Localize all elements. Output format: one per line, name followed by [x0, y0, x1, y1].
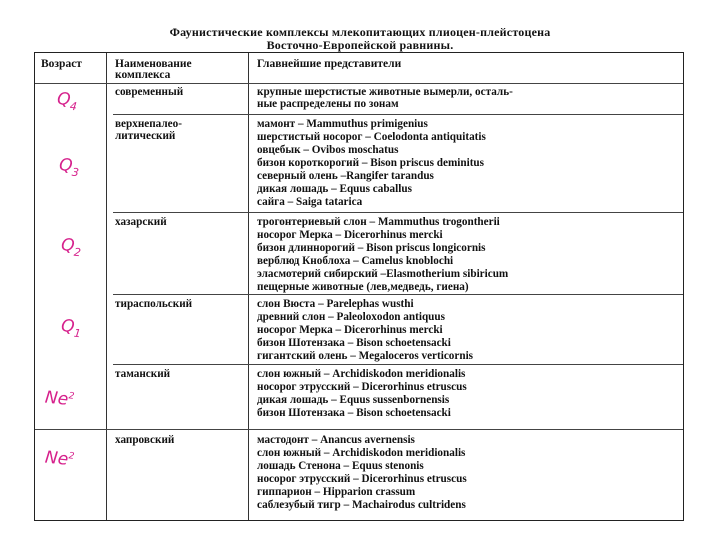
rep-line: бизон Шотензака – Bison schoetensacki [257, 337, 451, 349]
rep-line: эласмотерий сибирский –Elasmotherium sibiricum [257, 268, 509, 280]
rep-line: шерстистый носорог – Coelodonta antiquitatis [257, 131, 486, 143]
complex-name: хапровский [115, 434, 175, 446]
document-title-line1: Фаунистические комплексы млекопитающих плиоцен-плейстоцена [169, 25, 551, 39]
rep-line: бизон длиннорогий – Bison priscus longicornis [257, 242, 486, 254]
rep-line: ные распределены по зонам [257, 98, 399, 110]
header-divider [35, 83, 683, 84]
rep-line: северный олень –Rangifer tarandus [257, 170, 434, 182]
row-divider [113, 114, 683, 115]
row-divider [113, 294, 683, 295]
rep-line: крупные шерстистые животные вымерли, осталь- [257, 86, 513, 98]
header-representatives: Главнейшие представители [257, 58, 402, 70]
rep-line: дикая лошадь – Equus caballus [257, 183, 412, 195]
rep-line: бизон короткорогий – Bison priscus deminitus [257, 157, 484, 169]
rep-line: сайга – Saiga tatarica [257, 196, 363, 208]
column-divider [106, 53, 107, 520]
row-divider [113, 364, 683, 365]
row-divider [113, 212, 683, 213]
rep-line: носорог Мерка – Dicerorhinus mercki [257, 324, 443, 336]
rep-line: слон южный – Archidiskodon meridionalis [257, 368, 466, 380]
rep-line: носорог этрусский – Dicerorhinus etruscus [257, 381, 467, 393]
rep-line: дикая лошадь – Equus sussenbornensis [257, 394, 450, 406]
rep-line: бизон Шотензака – Bison schoetensacki [257, 407, 451, 419]
rep-line: верблюд Кноблоха – Camelus knoblochi [257, 255, 454, 267]
rep-line: древний слон – Paleoloxodon antiquus [257, 311, 445, 323]
fauna-table [34, 52, 684, 521]
row-divider [35, 429, 683, 430]
header-age: Возраст [41, 58, 82, 70]
complex-name: таманский [115, 368, 171, 380]
rep-line: саблезубый тигр – Machairodus cultridens [257, 499, 466, 511]
rep-line: пещерные животные (лев,медведь, гиена) [257, 281, 469, 293]
complex-name: верхнепалео-литический [115, 118, 182, 143]
column-divider [248, 53, 249, 520]
document-title-line2: Восточно-Европейской равнины. [266, 38, 454, 52]
complex-name: современный [115, 86, 184, 98]
handwritten-age-q4: $Q_4$ [56, 88, 78, 114]
rep-line: слон южный – Archidiskodon meridionalis [257, 447, 466, 459]
handwritten-age-q2: $Q_2$ [60, 234, 82, 260]
rep-line: носорог этрусский – Dicerorhinus etruscus [257, 473, 467, 485]
rep-line: мамонт – Mammuthus primigenius [257, 118, 428, 130]
rep-line: носорог Мерка – Dicerorhinus mercki [257, 229, 443, 241]
header-complex-name: Наименование комплекса [115, 58, 192, 81]
handwritten-age-q1: $Q_1$ [60, 315, 82, 341]
handwritten-age-ne2-lower: Ne$^2$ [44, 447, 75, 470]
rep-line: гигантский олень – Megaloceros verticornis [257, 350, 474, 362]
rep-line: гиппарион – Hipparion crassum [257, 486, 416, 498]
handwritten-age-q3: $Q_3$ [58, 154, 80, 180]
handwritten-age-ne2-upper: Ne$^2$ [44, 387, 75, 410]
rep-line: мастодонт – Anancus avernensis [257, 434, 415, 446]
rep-line: овцебык – Ovibos moschatus [257, 144, 399, 156]
rep-line: трогонтериевый слон – Mammuthus trogontherii [257, 216, 500, 228]
complex-name: тираспольский [115, 298, 193, 310]
rep-line: слон Вюста – Parelephas wusthi [257, 298, 414, 310]
complex-name: хазарский [115, 216, 167, 228]
rep-line: лошадь Стенона – Equus stenonis [257, 460, 424, 472]
